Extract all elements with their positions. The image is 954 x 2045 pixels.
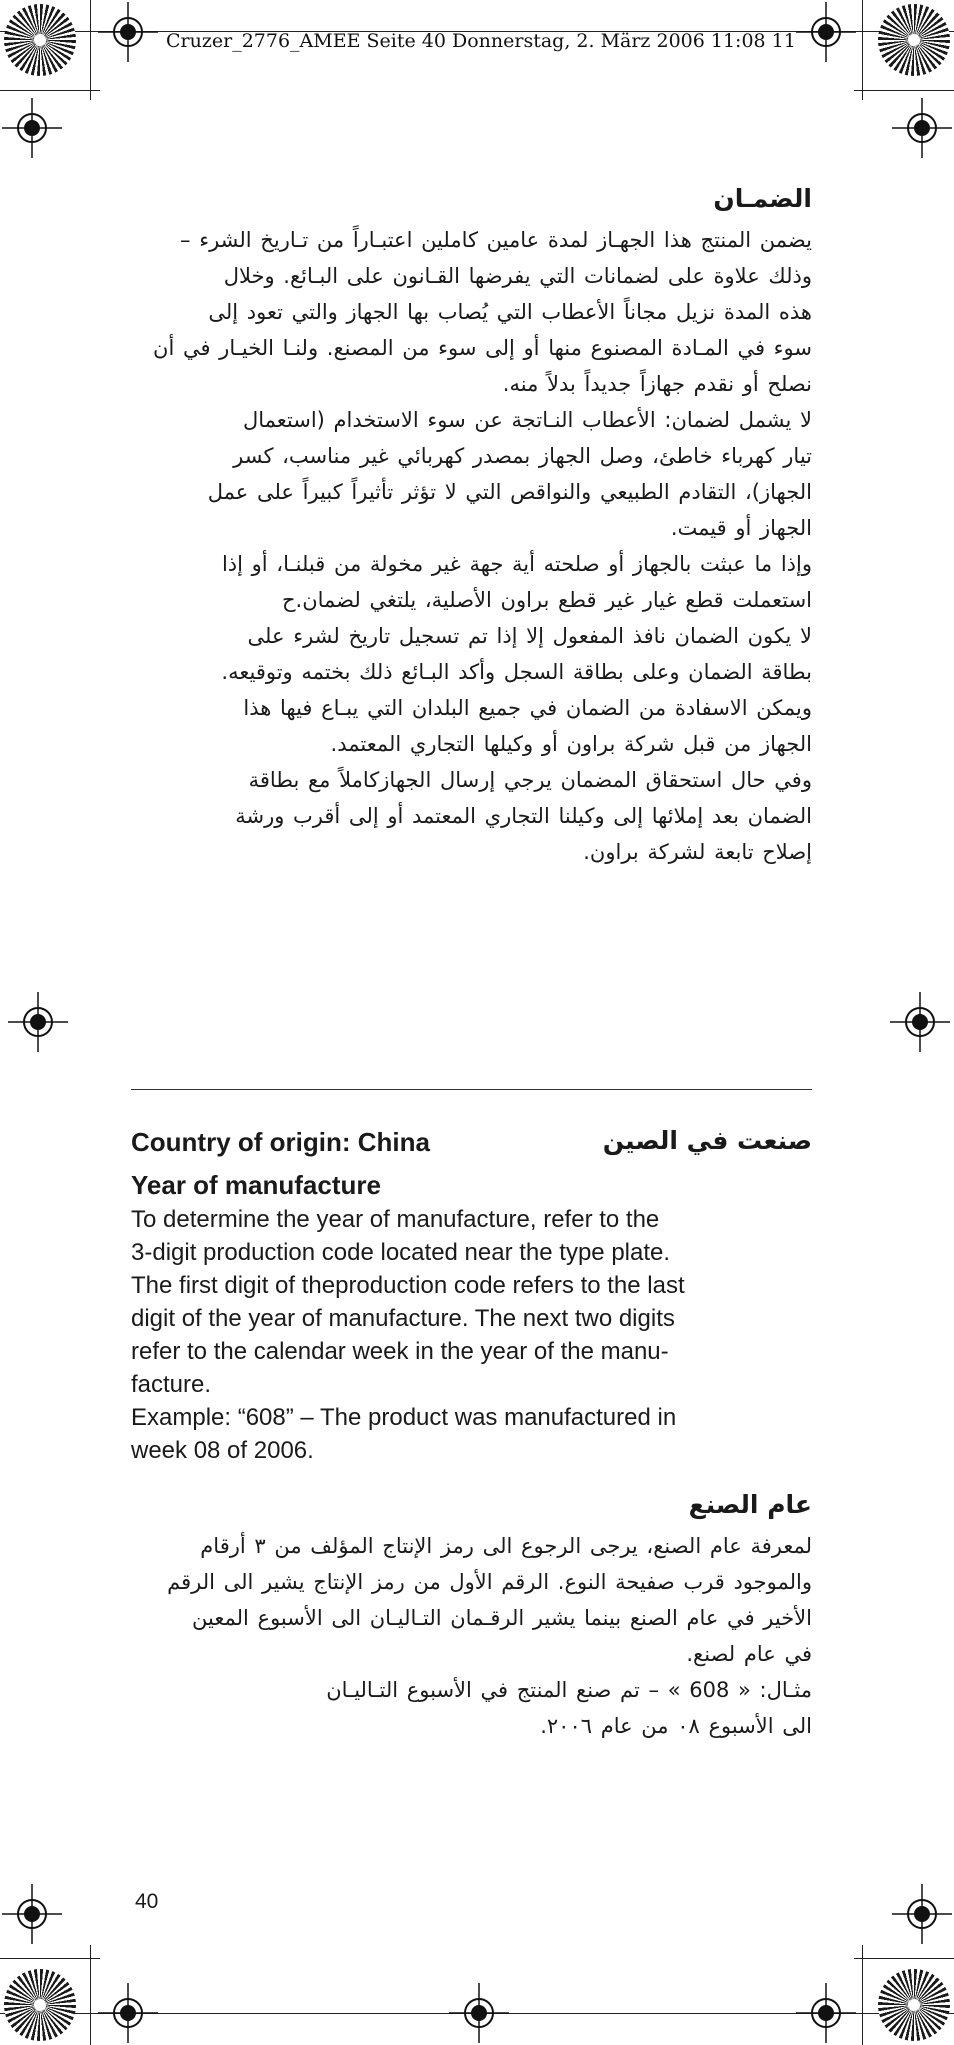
rosette-top-right bbox=[878, 4, 950, 76]
guarantee-line: يضمن المنتج هذا الجهـاز لمدة عامين كاملين اعتبـاراً من تـاريخ الشرء – bbox=[180, 228, 812, 252]
manufacture-line-ar: لمعرفة عام الصنع، يرجى الرجوع الى رمز الإنتاج المؤلف من ٣ أرقام bbox=[200, 1534, 812, 1558]
manufacture-line: 3-digit production code located near the type plate. bbox=[131, 1239, 671, 1266]
manufacture-line-ar: الأخير في عام الصنع بينما يشير الرقـمان التـاليـان الى الأسبوع المعين bbox=[192, 1606, 812, 1630]
guarantee-line: تيار كهرباء خاطئ، وصل الجهاز بمصدر كهربائي غير مناسب، كسر bbox=[233, 444, 812, 468]
rosette-bottom-left bbox=[4, 1969, 76, 2041]
manufacture-line-ar: مثـال: « 608 » – تم صنع المنتج في الأسبوع التـاليـان bbox=[326, 1678, 812, 1702]
guarantee-line: وفي حال استحقاق المضمان يرجي إرسال الجهازكاملاً مع بطاقة bbox=[248, 768, 812, 792]
manufacture-line: facture. bbox=[131, 1371, 212, 1398]
print-slug: Cruzer_2776_AMEE Seite 40 Donnerstag, 2. März 2006 11:08 11 bbox=[166, 30, 796, 52]
rosette-bottom-right bbox=[878, 1969, 950, 2041]
page-number: 40 bbox=[135, 1890, 159, 1913]
crop-mark-top-right bbox=[862, 0, 863, 100]
registration-mark-right-upper bbox=[892, 98, 952, 158]
manufacture-line: refer to the calendar week in the year of the manu- bbox=[131, 1338, 669, 1365]
year-of-manufacture-body-en bbox=[131, 1203, 821, 1467]
crop-mark-left-upper bbox=[0, 90, 100, 91]
guarantee-line: استعملت قطع غيار غير قطع براون الأصلية، يلتغي لضمان.ح bbox=[281, 588, 812, 612]
guarantee-line: وذلك علاوة على لضمانات التي يفرضها القـانون على البـائع. وخلال bbox=[223, 264, 812, 288]
registration-mark-bottom-left bbox=[98, 1983, 158, 2043]
country-of-origin-ar: صنعت في الصين bbox=[602, 1126, 812, 1155]
registration-mark-right-lower bbox=[892, 1884, 952, 1944]
manufacture-line-ar: والموجود قرب صفيحة النوع. الرقم الأول من رمز الإنتاج يشير الى الرقم bbox=[167, 1570, 812, 1594]
crop-mark-bottom-right bbox=[862, 1945, 863, 2045]
crop-mark-right-upper bbox=[854, 90, 954, 91]
guarantee-line: لا يشمل لضمان: الأعطاب النـاتجة عن سوء الاستخدام (استعمال bbox=[242, 408, 812, 432]
registration-mark-right-middle bbox=[890, 992, 950, 1052]
manufacture-line: To determine the year of manufacture, refer to the bbox=[131, 1206, 660, 1233]
manufacture-line: digit of the year of manufacture. The next two digits bbox=[131, 1305, 675, 1332]
registration-mark-left-lower bbox=[2, 1884, 62, 1944]
rosette-top-left bbox=[4, 4, 76, 76]
guarantee-line: وإذا ما عبثت بالجهاز أو صلحته أية جهة غير مخولة من قبلنـا، أو إذا bbox=[221, 552, 812, 576]
guarantee-line: ويمكن الاسفادة من الضمان في جميع البلدان التي يبـاع فيها هذا bbox=[243, 696, 812, 720]
year-of-manufacture-title: Year of manufacture bbox=[131, 1170, 381, 1200]
registration-mark-left-upper bbox=[2, 98, 62, 158]
country-of-origin-en: Country of origin: China bbox=[131, 1127, 430, 1157]
crop-mark-bottom-left bbox=[90, 1945, 91, 2045]
guarantee-line: بطاقة الضمان وعلى بطاقة السجل وأكد البـائع ذلك بختمه وتوقيعه. bbox=[221, 660, 812, 684]
registration-mark-left-middle bbox=[8, 992, 68, 1052]
registration-mark-bottom-right bbox=[796, 1983, 856, 2043]
guarantee-line: الضمان بعد إملائها إلى وكيلنا التجاري المعتمد أو إلى أقرب ورشة bbox=[235, 804, 812, 828]
guarantee-title-ar: الضمـان bbox=[713, 184, 812, 213]
manufacture-line-ar: الى الأسبوع ٠٨ من عام ٢٠٠٦. bbox=[540, 1714, 812, 1738]
section-divider bbox=[131, 1089, 812, 1090]
guarantee-line: الجهاز من قبل شركة براون أو وكيلها التجاري المعتمد. bbox=[330, 732, 812, 756]
guarantee-line: سوء في المـادة المصنوع منها أو إلى سوء من المصنع. ولنـا الخيـار في أن bbox=[153, 336, 812, 360]
manufacture-line: The first digit of theproduction code refers to the last bbox=[131, 1272, 685, 1299]
crop-mark-left-lower bbox=[0, 1958, 100, 1959]
manufacture-line: Example: “608” – The product was manufactured in bbox=[131, 1404, 677, 1431]
guarantee-line: لا يكون الضمان نافذ المفعول إلا إذا تم تسجيل تاريخ لشرء على bbox=[247, 624, 812, 648]
year-of-manufacture-title-ar: عام الصنع bbox=[688, 1490, 812, 1519]
registration-mark-bottom-center bbox=[449, 1983, 509, 2043]
guarantee-line: إصلاح تابعة لشركة براون. bbox=[583, 840, 812, 864]
guarantee-body-ar bbox=[132, 222, 812, 870]
manufacture-line: week 08 of 2006. bbox=[131, 1437, 314, 1464]
guarantee-line: هذه المدة نزيل مجاناً الأعطاب التي يُصاب بها الجهاز والتي تعود إلى bbox=[208, 300, 812, 324]
registration-mark-top-left bbox=[98, 2, 158, 62]
crop-mark-right-lower bbox=[854, 1958, 954, 1959]
crop-mark-top-left bbox=[90, 0, 91, 100]
guarantee-line: الجهاز)، التقادم الطبيعي والنواقص التي لا تؤثر تأثيراً كبيراً على عمل bbox=[207, 480, 812, 504]
guarantee-line: الجهاز أو قيمت. bbox=[670, 516, 812, 540]
guarantee-line: نصلح أو نقدم جهازاً جديداً بدلاً منه. bbox=[502, 372, 812, 396]
manufacture-line-ar: في عام لصنع. bbox=[686, 1642, 812, 1666]
year-of-manufacture-body-ar bbox=[132, 1528, 812, 1744]
